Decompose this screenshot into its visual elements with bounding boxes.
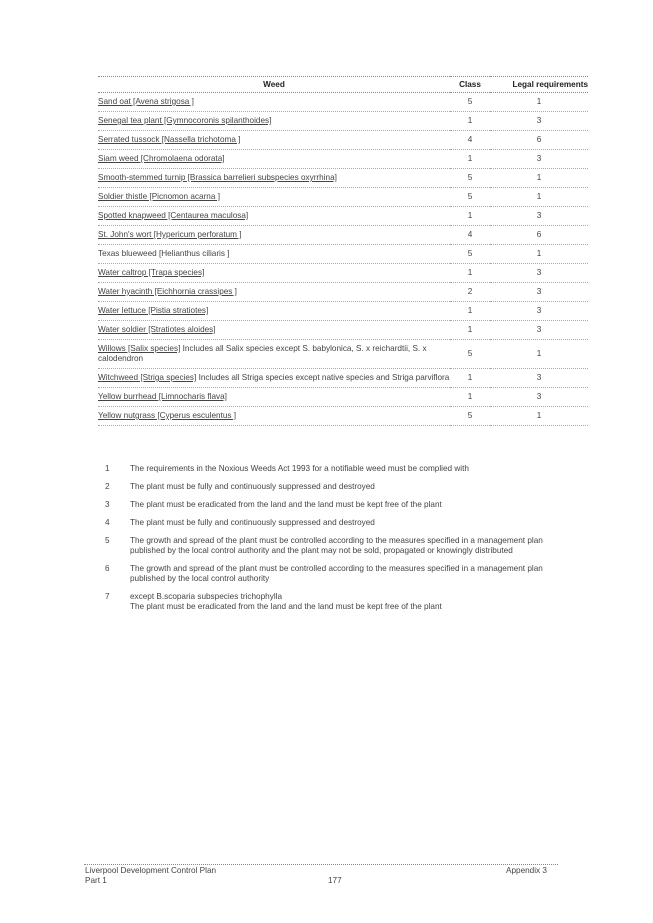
table-row [98,283,588,302]
weed-name-cell [98,131,450,150]
class-cell: 5 [450,93,490,112]
weed-link[interactable]: Smooth-stemmed turnip [Brassica barrelieri subspecies oxyrrhina] [98,173,337,182]
weed-name-cell [98,93,450,112]
class-cell: 5 [450,340,490,369]
note-item [100,500,560,510]
class-cell: 4 [450,131,490,150]
weed-link[interactable]: St. John's wort [Hypericum perforatum ] [98,230,242,239]
note-text-line: The growth and spread of the plant must be controlled according to the measures specified in a management plan published by the local control authority [130,564,543,583]
table-row [98,264,588,283]
table-row [98,131,588,150]
note-number: 1 [105,464,110,473]
weed-link[interactable]: Water lettuce [Pistia stratiotes] [98,306,209,315]
table-row [98,407,588,426]
footer-appendix: Appendix 3 [506,866,547,875]
table-row [98,207,588,226]
weed-name-cell [98,264,450,283]
table-row [98,112,588,131]
note-text [130,464,560,474]
weed-name-cell [98,283,450,302]
note-text [130,592,560,612]
header-legal-requirements: Legal requirements [490,77,588,93]
weed-link[interactable]: Willows [Salix species] [98,344,181,353]
note-item [100,518,560,528]
weed-name-cell [98,150,450,169]
class-cell: 1 [450,264,490,283]
weed-link[interactable]: Senegal tea plant [Gymnocoronis spilanthoides] [98,116,272,125]
header-class: Class [450,77,490,93]
legal-requirement-cell: 6 [490,226,588,245]
table-row [98,188,588,207]
weed-link[interactable]: Yellow burrhead [Limnocharis flava] [98,392,227,401]
note-number: 6 [105,564,110,573]
note-text-line: The growth and spread of the plant must be controlled according to the measures specified in a management plan published by the local control authority and the plant may not be sold, propagated or knowingly distributed [130,536,543,555]
table-row [98,388,588,407]
note-text-line: The plant must be eradicated from the land and the land must be kept free of the plant [130,500,442,509]
legal-requirement-cell: 1 [490,245,588,264]
legal-requirement-cell: 3 [490,369,588,388]
legal-requirement-cell: 3 [490,207,588,226]
class-cell: 5 [450,188,490,207]
note-number: 3 [105,500,110,509]
class-cell: 1 [450,369,490,388]
table-row [98,169,588,188]
legal-requirement-cell: 3 [490,150,588,169]
legal-requirement-cell: 3 [490,302,588,321]
class-cell: 1 [450,388,490,407]
weed-link[interactable]: Yellow nutgrass [Cyperus esculentus ] [98,411,237,420]
header-weed: Weed [98,77,450,93]
weed-name-cell [98,369,450,388]
weed-link[interactable]: Witchweed [Striga species] [98,373,197,382]
note-text [130,536,560,556]
class-cell: 1 [450,112,490,131]
footer-divider [84,864,558,865]
note-text-line: The requirements in the Noxious Weeds Act 1993 for a notifiable weed must be complied with [130,464,469,473]
table-row [98,302,588,321]
table-row [98,245,588,264]
class-cell: 1 [450,150,490,169]
note-text-line: The plant must be eradicated from the land and the land must be kept free of the plant [130,602,442,611]
table-row [98,340,588,369]
weed-description: Includes all Striga species except native species and Striga parviflora [196,373,450,382]
legal-requirement-cell: 3 [490,321,588,340]
legal-requirement-cell: 1 [490,93,588,112]
weed-link[interactable]: Water caltrop [Trapa species] [98,268,205,277]
note-item [100,592,560,612]
weed-name-cell [98,112,450,131]
weed-name-cell [98,407,450,426]
class-cell: 1 [450,302,490,321]
note-number: 4 [105,518,110,527]
weed-link[interactable]: Siam weed [Chromolaena odorata] [98,154,225,163]
legal-requirement-cell: 3 [490,264,588,283]
class-cell: 1 [450,207,490,226]
note-item [100,482,560,492]
legal-requirement-cell: 6 [490,131,588,150]
weed-name-cell [98,207,450,226]
legal-requirement-cell: 3 [490,112,588,131]
weed-name-cell [98,388,450,407]
note-text [130,500,560,510]
weed-link[interactable]: Water soldier [Stratiotes aloides] [98,325,216,334]
weeds-table [98,76,588,426]
weed-name-cell [98,302,450,321]
note-item [100,564,560,584]
note-text-line: The plant must be fully and continuously suppressed and destroyed [130,518,375,527]
weed-name-cell [98,169,450,188]
weed-name-cell [98,321,450,340]
table-row [98,226,588,245]
class-cell: 1 [450,321,490,340]
note-text [130,518,560,528]
footer-document-title: Liverpool Development Control Plan [85,866,217,875]
footer-page-number: 177 [328,876,342,885]
class-cell: 2 [450,283,490,302]
table-header-row [98,77,588,93]
weed-name-cell [98,226,450,245]
note-number: 2 [105,482,110,491]
class-cell: 5 [450,169,490,188]
weed-description: Texas blueweed [Helianthus ciliaris ] [98,249,230,258]
note-text [130,482,560,492]
note-text-line: The plant must be fully and continuously suppressed and destroyed [130,482,375,491]
table-row [98,369,588,388]
note-number: 7 [105,592,110,601]
table-row [98,321,588,340]
legal-requirement-cell: 1 [490,340,588,369]
weed-name-cell [98,245,450,264]
weed-link[interactable]: Spotted knapweed [Centaurea maculosa] [98,211,249,220]
legal-requirement-cell: 3 [490,388,588,407]
weed-link[interactable]: Water hyacinth [Eichhornia crassipes ] [98,287,237,296]
class-cell: 5 [450,245,490,264]
weed-link[interactable]: Serrated tussock [Nassella trichotoma ] [98,135,241,144]
weed-link[interactable]: Soldier thistle [Picnomon acarna ] [98,192,220,201]
legal-requirement-cell: 1 [490,407,588,426]
weed-name-cell [98,188,450,207]
weed-name-cell [98,340,450,369]
weed-link[interactable]: Sand oat [Avena strigosa ] [98,97,194,106]
legal-requirement-cell: 1 [490,188,588,207]
class-cell: 5 [450,407,490,426]
legal-requirements-notes [100,464,560,620]
weed-description: Includes all Salix species except S. babylonica, S. x reichardtii, S. x calodendron [98,344,427,363]
note-item [100,536,560,556]
note-number: 5 [105,536,110,545]
note-item [100,464,560,474]
table-row [98,93,588,112]
table-row [98,150,588,169]
legal-requirement-cell: 1 [490,169,588,188]
class-cell: 4 [450,226,490,245]
weeds-table-body [98,93,588,426]
footer-part: Part 1 [85,876,107,885]
legal-requirement-cell: 3 [490,283,588,302]
note-text [130,564,560,584]
note-text-line: except B.scoparia subspecies trichophylla [130,592,283,601]
